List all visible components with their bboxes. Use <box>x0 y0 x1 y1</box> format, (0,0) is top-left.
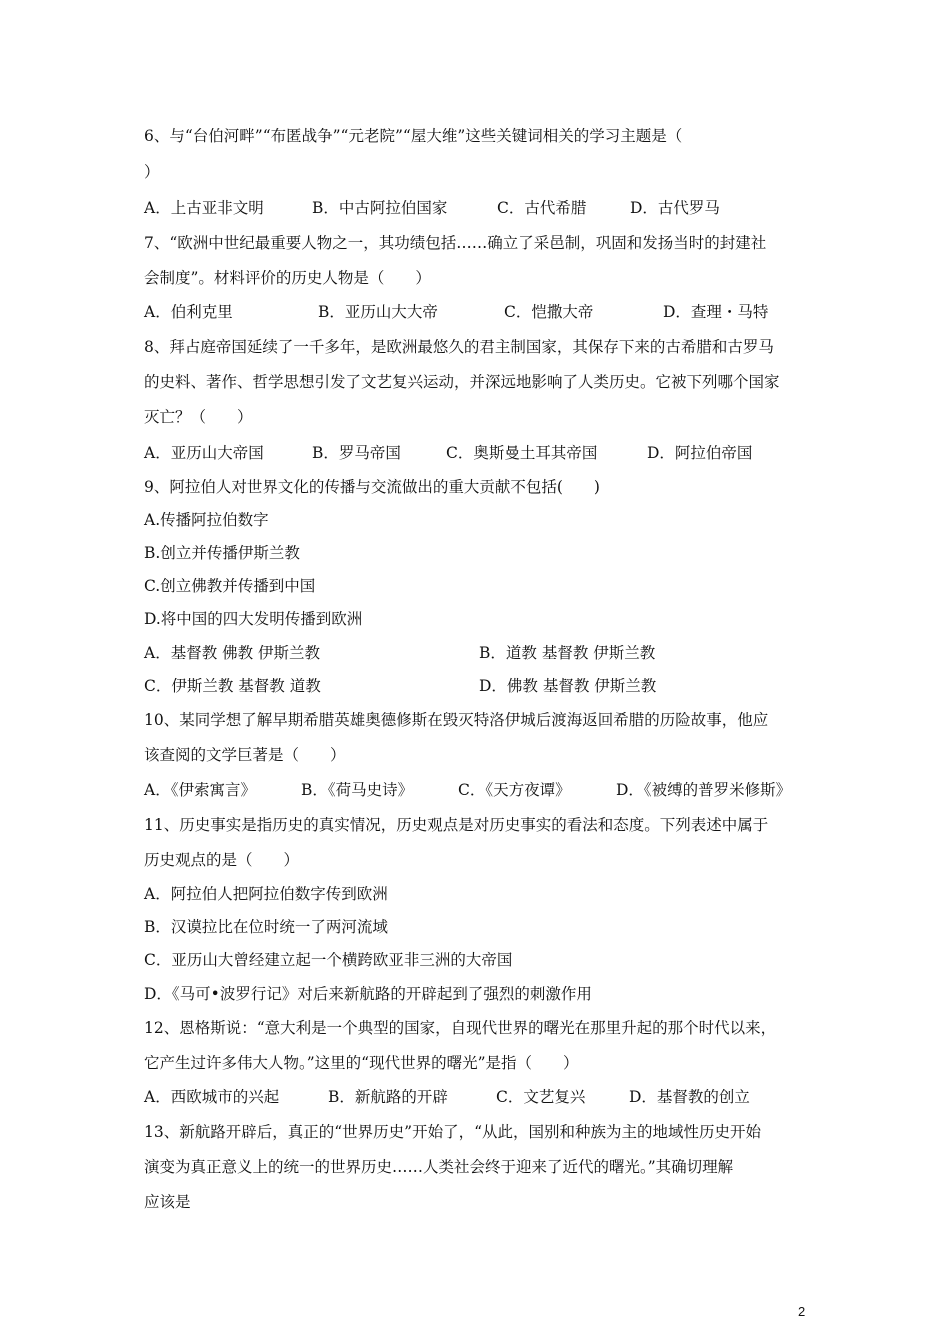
question-9-option-a: A．基督教 佛教 伊斯兰教 <box>144 644 321 662</box>
question-11-option-c: C．亚历山大曾经建立起一个横跨欧亚非三洲的大帝国 <box>144 951 513 969</box>
question-11-stem-cont: 历史观点的是（ ） <box>144 851 300 869</box>
question-8-stem: 8、拜占庭帝国延续了一千多年，是欧洲最悠久的君主制国家，其保存下来的古希腊和古罗马 <box>144 338 774 356</box>
question-9-item-d: D.将中国的四大发明传播到欧洲 <box>144 610 363 628</box>
question-9-option-d: D．佛教 基督教 伊斯兰教 <box>479 677 657 695</box>
question-12-stem: 12、恩格斯说：“意大利是一个典型的国家，自现代世界的曙光在那里升起的那个时代以来， <box>144 1019 777 1037</box>
question-13-stem: 13、新航路开辟后，真正的“世界历史”开始了，“从此，国别和种族为主的地域性历史开始 <box>144 1123 761 1141</box>
question-11-option-b: B．汉谟拉比在位时统一了两河流域 <box>144 918 388 936</box>
question-8-option-d: D．阿拉伯帝国 <box>647 444 753 462</box>
question-9-option-b: B．道教 基督教 伊斯兰教 <box>479 644 656 662</box>
question-7-option-a: A．伯利克里 <box>144 303 233 321</box>
question-10-option-a: A．《伊索寓言》 <box>144 781 256 799</box>
question-8-stem-cont: 的史料、著作、哲学思想引发了文艺复兴运动，并深远地影响了人类历史。它被下列哪个国家 <box>144 373 780 391</box>
question-10-stem: 10、某同学想了解早期希腊英雄奥德修斯在毁灭特洛伊城后渡海返回希腊的历险故事，他应 <box>144 711 769 729</box>
question-10-option-d: D．《被缚的普罗米修斯》 <box>616 781 792 799</box>
question-6-option-a: A．上古亚非文明 <box>144 199 264 217</box>
question-7-stem-cont: 会制度”。材料评价的历史人物是（ ） <box>144 269 431 287</box>
page-number: 2 <box>798 1304 806 1319</box>
question-6-stem-cont: ） <box>144 163 160 181</box>
question-11-stem: 11、历史事实是指历史的真实情况，历史观点是对历史事实的看法和态度。下列表述中属于 <box>144 816 769 834</box>
question-11-option-d: D．《马可•波罗行记》对后来新航路的开辟起到了强烈的刺激作用 <box>144 985 592 1003</box>
question-12-stem-cont: 它产生过许多伟大人物。”这里的“现代世界的曙光”是指（ ） <box>144 1054 579 1072</box>
question-10-stem-cont: 该查阅的文学巨著是（ ） <box>144 746 346 764</box>
question-13-stem-end: 应该是 <box>144 1193 191 1211</box>
question-8-stem-end: 灭亡？（ ） <box>144 408 253 426</box>
question-8-option-a: A．亚历山大帝国 <box>144 444 264 462</box>
question-7-option-c: C．恺撒大帝 <box>504 303 594 321</box>
question-9-item-c: C.创立佛教并传播到中国 <box>144 577 316 595</box>
question-8-option-c: C．奥斯曼土耳其帝国 <box>446 444 598 462</box>
question-6-stem: 6、与“台伯河畔”“布匿战争”“元老院”“屋大维”这些关键词相关的学习主题是（ <box>144 127 683 145</box>
question-7-option-b: B．亚历山大大帝 <box>318 303 438 321</box>
question-6-option-c: C．古代希腊 <box>497 199 587 217</box>
question-12-option-a: A．西欧城市的兴起 <box>144 1088 280 1106</box>
question-9-item-b: B.创立并传播伊斯兰教 <box>144 544 300 562</box>
question-6-option-b: B．中古阿拉伯国家 <box>312 199 448 217</box>
question-6-option-d: D．古代罗马 <box>630 199 720 217</box>
question-11-option-a: A．阿拉伯人把阿拉伯数字传到欧洲 <box>144 885 388 903</box>
question-7-option-d: D．查理・马特 <box>663 303 769 321</box>
question-10-option-c: C．《天方夜谭》 <box>458 781 571 799</box>
question-7-stem: 7、“欧洲中世纪最重要人物之一，其功绩包括……确立了采邑制，巩固和发扬当时的封建社 <box>144 234 767 252</box>
question-12-option-c: C．文艺复兴 <box>496 1088 586 1106</box>
question-13-stem-cont: 演变为真正意义上的统一的世界历史……人类社会终于迎来了近代的曙光。”其确切理解 <box>144 1158 734 1176</box>
question-12-option-b: B．新航路的开辟 <box>328 1088 448 1106</box>
question-10-option-b: B．《荷马史诗》 <box>301 781 414 799</box>
question-9-stem: 9、阿拉伯人对世界文化的传播与交流做出的重大贡献不包括( ) <box>144 478 600 496</box>
question-9-item-a: A.传播阿拉伯数字 <box>144 511 269 529</box>
question-9-option-c: C．伊斯兰教 基督教 道教 <box>144 677 321 695</box>
question-8-option-b: B．罗马帝国 <box>312 444 401 462</box>
question-12-option-d: D．基督教的创立 <box>629 1088 750 1106</box>
